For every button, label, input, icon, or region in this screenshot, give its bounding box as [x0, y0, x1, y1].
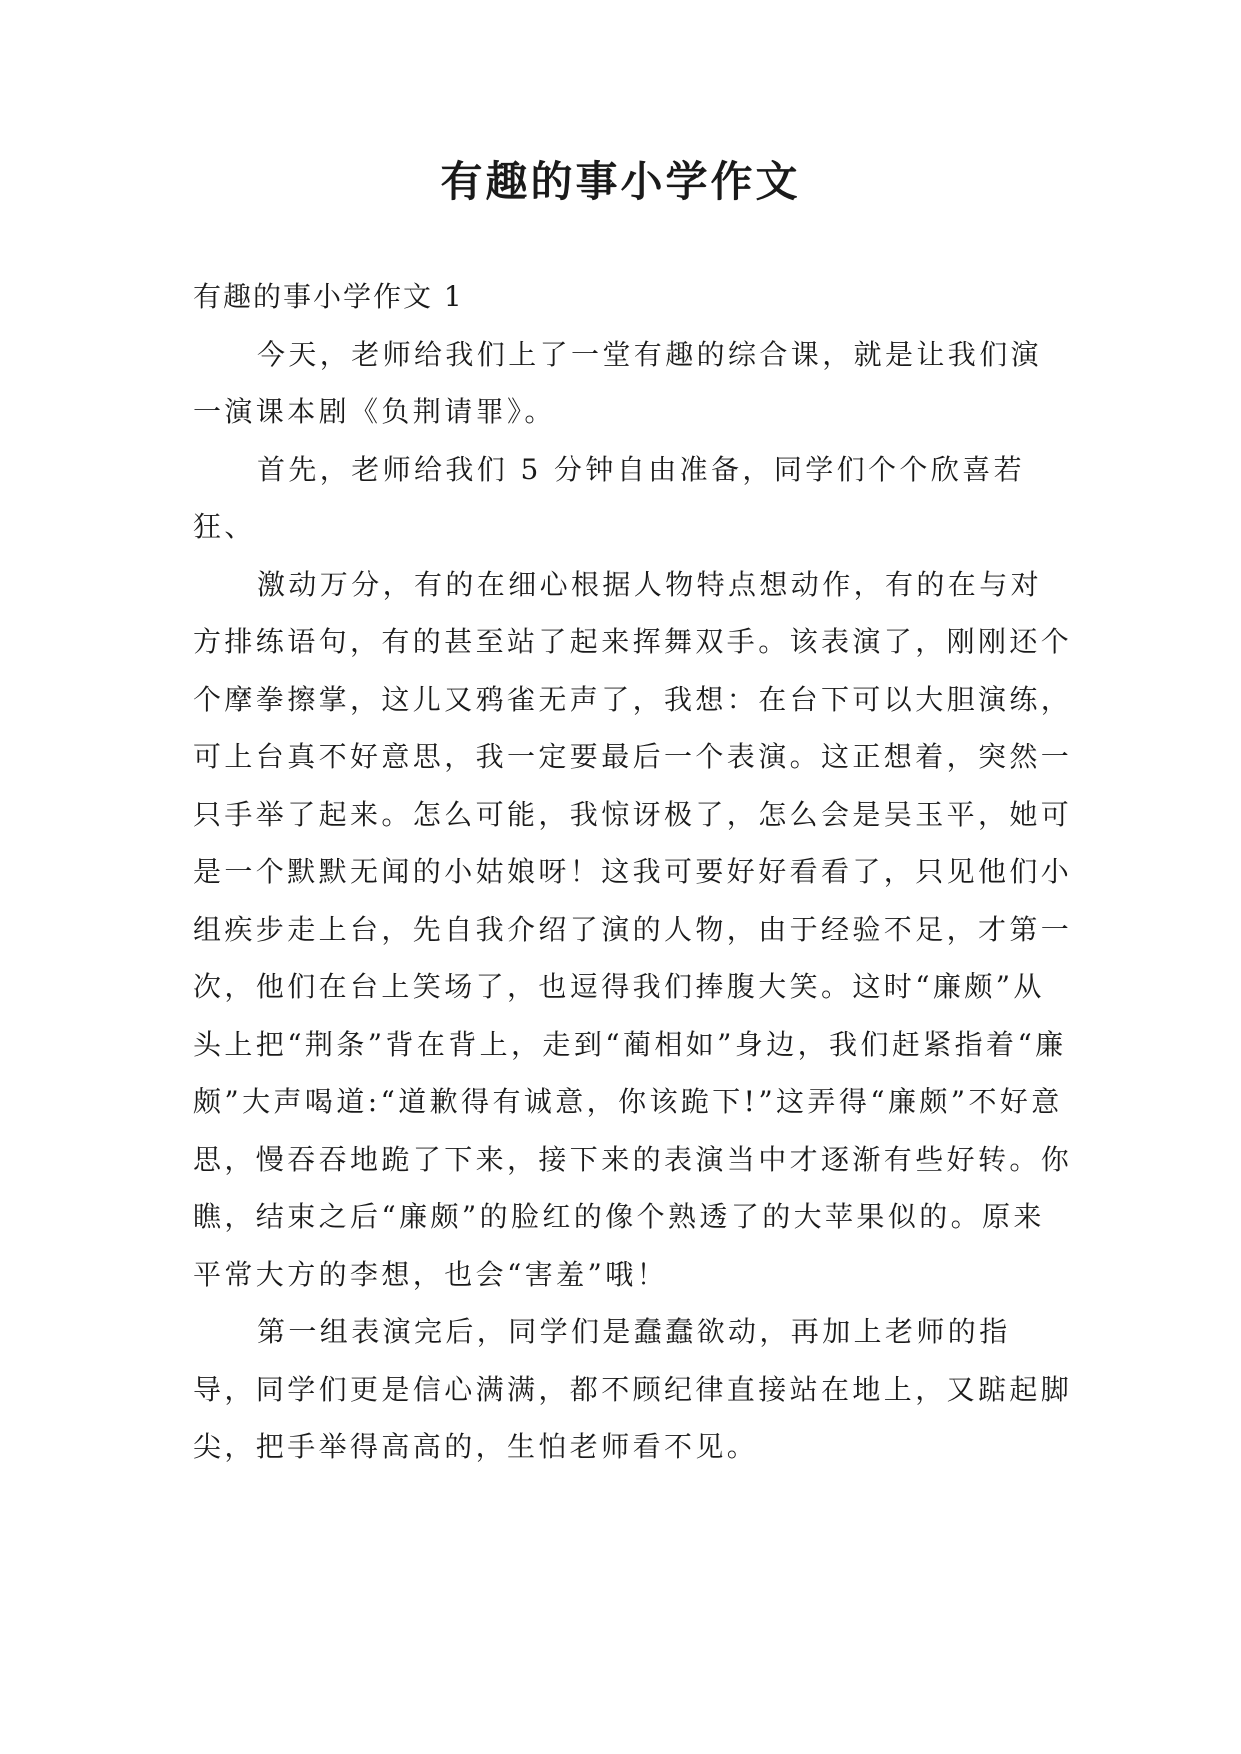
section-heading: 有趣的事小学作文 1	[193, 280, 464, 313]
document-body	[193, 268, 1073, 1476]
paragraph-3: 激动万分，有的在细心根据人物特点想动作，有的在与对方排练语句，有的甚至站了起来挥舞双手。该表演了，刚刚还个个摩拳擦掌，这儿又鸦雀无声了，我想：在台下可以大胆演练，可上台真不好意思，我一定要最后一个表演。这正想着，突然一只手举了起来。怎么可能，我惊讶极了，怎么会是吴玉平，她可是一个默默无闻的小姑娘呀！这我可要好好看看了，只见他们小组疾步走上台，先自我介绍了演的人物，由于经验不足，才第一次，他们在台上笑场了，也逗得我们捧腹大笑。这时“廉颇”从头上把“荆条”背在背上，走到“蔺相如”身边，我们赶紧指着“廉颇”大声喝道:“道歉得有诚意，你该跪下!”这弄得“廉颇”不好意思，慢吞吞地跪了下来，接下来的表演当中才逐渐有些好转。你瞧，结束之后“廉颇”的脸红的像个熟透了的大苹果似的。原来平常大方的李想，也会“害羞”哦！	[193, 567, 1073, 1291]
paragraph-4: 第一组表演完后，同学们是蠢蠢欲动，再加上老师的指导，同学们更是信心满满，都不顾纪律直接站在地上，又踮起脚尖，把手举得高高的，生怕老师看不见。	[193, 1315, 1073, 1463]
paragraph-1: 今天，老师给我们上了一堂有趣的综合课，就是让我们演一演课本剧《负荆请罪》。	[193, 337, 1043, 428]
page-title: 有趣的事小学作文	[440, 157, 801, 206]
paragraph-2: 首先，老师给我们 5 分钟自由准备，同学们个个欣喜若狂、	[193, 452, 1026, 543]
